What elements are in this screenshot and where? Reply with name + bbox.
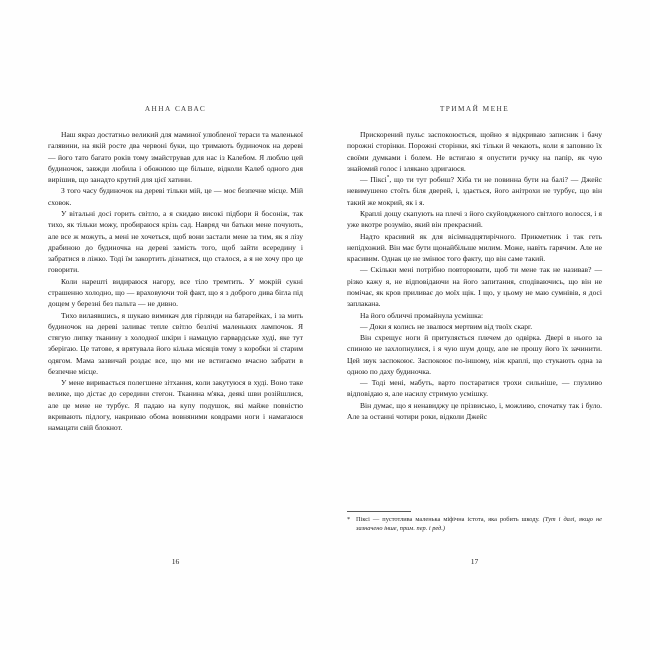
left-page-folio: 16 bbox=[171, 557, 180, 566]
paragraph: Коли нарешті видираюся нагору, все тіло тремтить. У мокрій сукні страшенно холодно, що — враховуючи той факт, що я з доброго дива бігла під дощем у березні без пальта — не дивно. bbox=[48, 276, 303, 309]
paragraph: У мене виривається полегшене зітхання, коли закутуюся в худі. Воно таке велике, що дістає до середини стегон. Тканина м'яка, деякі шви розійшлися, але це мене не турбує. Я падаю на купу подушок, які майже повністю вкривають підлогу, накриваю обома вовняними ковдрами ноги і намагаюся намацати свій блокнот. bbox=[48, 378, 303, 433]
footnote-text: Піксі — пустотлива маленька міфічна істота, яка робить шкоду. bbox=[356, 516, 540, 524]
paragraph: Краплі дощу скапують на плечі з його скуйовдженого світлого волосся, і я уже вкотре розумію, який він прекрасний. bbox=[347, 208, 602, 230]
footnote-reference-marker: * bbox=[386, 174, 390, 181]
paragraph: — Піксі*, що ти тут робиш? Хіба ти не повинна бути на балі? — Джейс невимушено стоїть біля дверей, і, здається, його анітрохи не турбує, що він такий же мокрий, як і я. bbox=[347, 174, 602, 207]
left-page-running-head: АННА САВАС bbox=[144, 104, 207, 113]
paragraph: Тихо вилаявшись, я шукаю вимикач для гірлянди на батарейках, і за мить будиночок на дереві заливає тепле світло безлічі маленьких лампочок. Я стягую липку тканину з холодної шкіри і намацую гарвардське худі, яке тут зберігаю. Це татове, я врятувала його кілька місяців тому з коробки зі старим одягом. Мама зазвичай роздає все, що ми не встигаємо вчасно забрати в безпечне місце. bbox=[48, 310, 303, 376]
footnote bbox=[347, 516, 602, 534]
paragraph: На його обличчі промайнула усмішка: bbox=[360, 310, 484, 320]
paragraph: Він схрещує ноги й притуляється плечем до одвірка. Двері в нього за спиною не захлопнулися, і я чую шум дощу, але не прошу його їх зачинити. Цей звук заспокоює. Заспокоює по-іншому, ніж краплі, що стукають одна за одною по даху будиночка. bbox=[347, 333, 602, 376]
footnote-zone bbox=[347, 511, 602, 534]
paragraph: Надто красивий як для вісімнадцятирічного. Прикметник і так геть непідхожий. Він має бути щонайбільше милим. Може, навіть гарячим. Але не красивим. Однак це не змінює того факту, що він саме такий. bbox=[347, 231, 602, 264]
right-page bbox=[325, 0, 650, 650]
paragraph: У вітальні досі горить світло, а я скидаю високі підбори й босоніж, так тихо, як тільки можу, пробираюся крізь сад. Навряд чи батьки мене почують, але все ж можуть, а мені не хочеться, щоб вони застали мене за тим, як я лізу драбиною до будиночка на дереві замість того, щоб зайти всередину і забратися в ліжко. Тоді їм закортить дізнатися, що сталося, а я не хочу про це говорити. bbox=[48, 208, 303, 275]
paragraph: — Доки я колись не звалюся мертвим від твоїх скарг. bbox=[360, 321, 533, 331]
footnote-marker: * bbox=[347, 516, 351, 524]
footnote-divider bbox=[347, 511, 411, 512]
footnote-editor-note: (Тут і далі, якщо не зазначено інше, прим. пер. і ред.) bbox=[356, 516, 603, 533]
right-page-textblock bbox=[347, 129, 602, 422]
right-page-folio: 17 bbox=[470, 557, 479, 566]
paragraph: — Тоді мені, мабуть, варто постаратися трохи сильніше, — глузливо відповідаю я, але насилу стримую усмішку. bbox=[347, 378, 602, 399]
paragraph: Він думає, що я ненавиджу це прізвисько, і, можливо, спочатку так і було. Але за останні чотири роки, відколи Джейс bbox=[347, 400, 602, 422]
paragraph: Прискорений пульс заспокоюється, щойно я відкриваю записник і бачу порожні сторінки. Порожні сторінки, які тільки й чекають, коли я заповню їх своїми думками і болем. Не встигаю я опустити ручку на папір, як чую знайомий голос і злякано здригаюся. bbox=[347, 130, 602, 173]
paragraph: Наш якраз достатньо великий для маминої улюбленої тераси та маленької галявини, на якій росте два червоні буки, що тримають будиночок на дереві — його тато багато років тому змайстрував для нас із Калебом. Я люблю цей будиночок, завжди любила і обожнюю ще більше, відколи Калеб одного дня вирішив, що занадто крутий для цієї хатини. bbox=[48, 130, 303, 185]
left-page-textblock bbox=[48, 129, 303, 434]
paragraph: — Скільки мені потрібно повторювати, щоб ти мене так не називав? — різко кажу я, не відповідаючи на його запитання, сподіваючись, що він не помічає, як кров приливає до моїх щік. І що, у цьому не маю сумнівів, я досі заплакана. bbox=[347, 265, 602, 309]
footnote-body bbox=[356, 516, 602, 534]
paragraph: З того часу будиночок на дереві тільки мій, це — моє безпечне місце. Мій сховок. bbox=[48, 186, 303, 207]
right-page-running-head: ТРИМАЙ МЕНЕ bbox=[439, 104, 510, 113]
